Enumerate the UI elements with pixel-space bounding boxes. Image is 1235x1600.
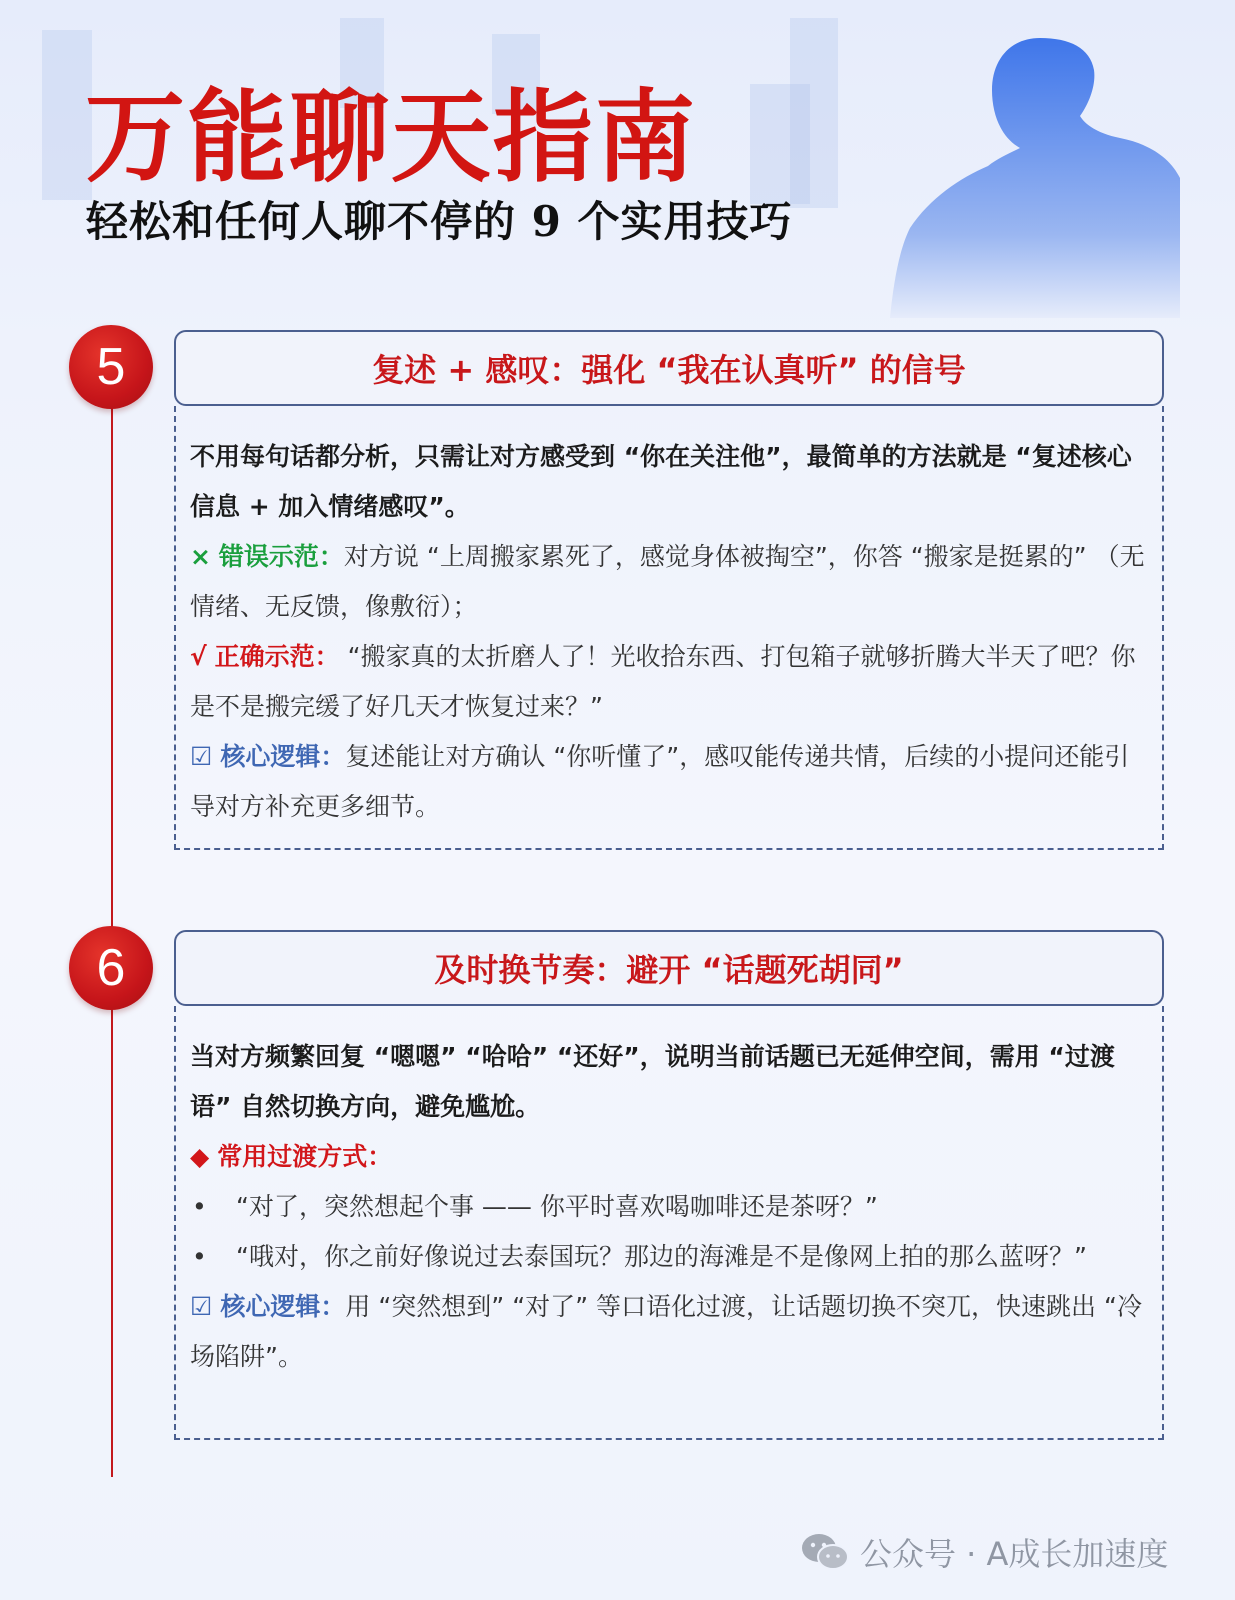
right-example [190, 632, 1148, 732]
core-logic [190, 1282, 1148, 1382]
page-subtitle: 轻松和任何人聊不停的 9 个实用技巧 [86, 197, 793, 246]
common-transitions-label: 常用过渡方式： [217, 1142, 393, 1171]
section-body [174, 406, 1164, 850]
section-lead-text: 不用每句话都分析，只需让对方感受到 “你在关注他”，最简单的方法就是 “复述核心信息 + 加入情绪感叹”。 [190, 442, 1132, 521]
section-heading [174, 330, 1164, 406]
right-example-label: 正确示范： [214, 642, 340, 671]
wechat-icon [800, 1530, 850, 1574]
wrong-example [190, 532, 1148, 632]
timeline-line [111, 365, 113, 1477]
checkbox-icon: ☑ [190, 742, 213, 771]
watermark-text: 公众号 · A成长加速度 [860, 1535, 1169, 1573]
common-transitions-heading [190, 1132, 1148, 1182]
list-item [190, 1232, 1148, 1282]
person-silhouette-icon [890, 28, 1180, 318]
cross-icon: × [190, 542, 211, 571]
section-body [174, 1006, 1164, 1440]
wrong-example-text: 对方说 “上周搬家累死了，感觉身体被掏空”，你答 “搬家是挺累的” （无情绪、无反馈，像敷衍）； [190, 542, 1145, 621]
background-bar [790, 18, 838, 208]
bullet-icon: • [192, 1242, 207, 1271]
wrong-example-label: 错误示范： [218, 542, 344, 571]
section-number-badge: 6 [69, 926, 153, 1010]
list-item-text: “哦对，你之前好像说过去泰国玩？那边的海滩是不是像网上拍的那么蓝呀？” [236, 1242, 1087, 1271]
core-logic-text: 复述能让对方确认 “你听懂了”，感叹能传递共情，后续的小提问还能引导对方补充更多细节。 [190, 742, 1130, 821]
list-item [190, 1182, 1148, 1232]
right-example-text: “搬家真的太折磨人了！光收拾东西、打包箱子就够折腾大半天了吧？你是不是搬完缓了好几天才恢复过来？” [190, 642, 1136, 721]
core-logic-text: 用 “突然想到” “对了” 等口语化过渡，让话题切换不突兀，快速跳出 “冷场陷阱”。 [190, 1292, 1142, 1371]
section-heading-text: 复述 + 感叹：强化 “我在认真听” 的信号 [372, 351, 966, 389]
diamond-icon: ◆ [190, 1142, 210, 1171]
watermark [800, 1528, 1168, 1576]
section-lead-text: 当对方频繁回复 “嗯嗯” “哈哈” “还好”，说明当前话题已无延伸空间，需用 “过渡语” 自然切换方向，避免尴尬。 [190, 1042, 1115, 1121]
core-logic-label: 核心逻辑： [220, 742, 346, 771]
page-title: 万能聊天指南 [85, 78, 697, 196]
checkbox-icon: ☑ [190, 1292, 213, 1321]
section-heading [174, 930, 1164, 1006]
core-logic-label: 核心逻辑： [220, 1292, 346, 1321]
list-item-text: “对了，突然想起个事 —— 你平时喜欢喝咖啡还是茶呀？” [236, 1192, 878, 1221]
core-logic [190, 732, 1148, 832]
bullet-icon: • [192, 1192, 207, 1221]
section-number-badge: 5 [69, 325, 153, 409]
section-heading-text: 及时换节奏：避开 “话题死胡同” [434, 951, 904, 989]
check-mark-icon: √ [190, 642, 207, 671]
